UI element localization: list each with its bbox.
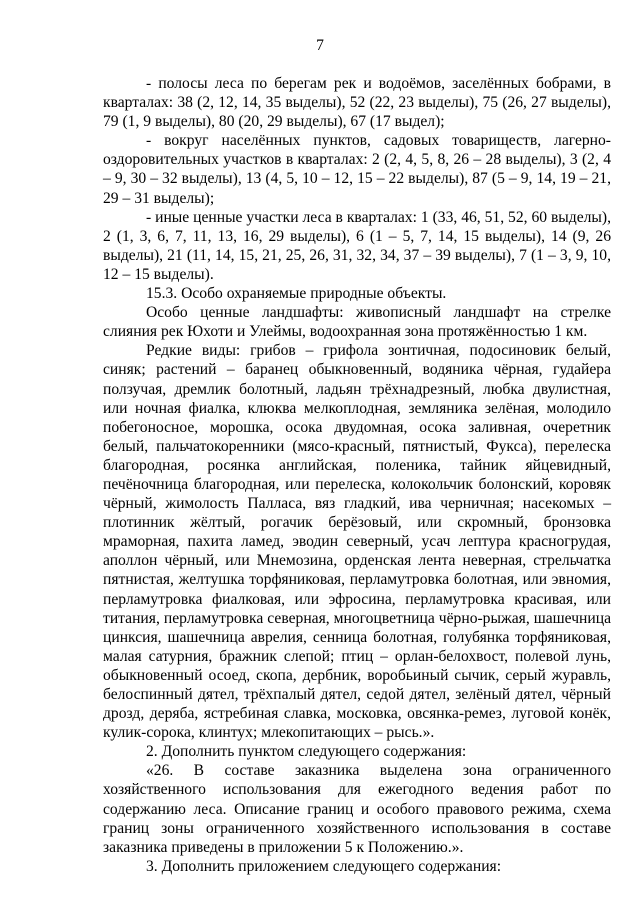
page-number: 7 [316,37,324,54]
paragraph-amendment-2: 2. Дополнить пунктом следующего содержания: [146,743,467,761]
paragraph-other-valuable-forest: - иные ценные участки леса в кварталах: 1 (33, 46, 51, 52, 60 выделы), 2 (1, 3, 6, 7, 11, 13, 16, 29 выделы), 6 (1 – 5, 7, 14, 15 выделы), 14 (9, 26 выделы), 21 (11, 14, 15, 21, 25, 26, 31, 32, 34, 37 – 39 выделы), 7 (1 – 3, 9, 10, 12 – 15 выделы). [103,208,611,283]
paragraph-valuable-landscapes: Особо ценные ландшафты: живописный ландшафт на стрелке слияния рек Юхоти и Улеймы, водоохранная зона протяжённостью 1 км. [103,304,611,341]
paragraph-beaver-forest-strips: - полосы леса по берегам рек и водоёмов, заселённых бобрами, в кварталах: 38 (2, 12, 14, 35 выделы), 52 (22, 23 выделы), 75 (26, 27 выделы), 79 (1, 9 выделы), 80 (20, 29 выделы), 67 (17 выдел); [103,75,611,131]
paragraph-amendment-3: 3. Дополнить приложением следующего содержания: [146,857,502,875]
document-body [103,74,611,876]
paragraph-item-26: «26. В составе заказника выделена зона ограниченного хозяйственного использования для ежегодного ведения работ по содержанию леса. Описание границ и особого правового режима, схема границ зоны ограниченного хозяйственного использования в составе заказника приведены в приложении 5 к Положению.». [103,762,611,856]
paragraph-rare-species: Редкие виды: грибов – грифола зонтичная, подосиновик белый, синяк; растений – баранец обыкновенный, водяника чёрная, гудайера ползучая, дремлик болотный, ладьян трёхнадрезный, любка двулистная, или ночная фиалка, клюква мелкоплодная, земляника зелёная, молодило побегоносное, морошка, осока двудомная, осока заливная, очеретник белый, пальчатокоренники (мясо-красный, пятнистый, Фукса), перелеска благородная, росянка английская, поленика, тайник яйцевидный, печёночница благородная, или перелеска, колокольчик болонский, коровяк чёрный, жимолость Палласа, вяз гладкий, ива черничная; насекомых – плотинник жёлтый, рогачик берёзовый, или скромный, бронзовка мраморная, пахита ламед, эводин северный, усач лептура красногрудая, аполлон чёрный, или Мнемозина, орденская лента неверная, стрельчатка пятнистая, желтушка торфяниковая, перламутровка болотная, или эвномия, перламутровка фиалковая, или эфросина, перламутровка красивая, или титания, перламутровка северная, многоцветница чёрно-рыжая, шашечница цинксия, шашечница аврелия, сенница болотная, голубянка торфяниковая, малая сатурния, бражник слепой; птиц – орлан-белохвост, полевой лунь, обыкновенный осоед, скопа, дербник, воробьиный сычик, серый журавль, белоспинный дятел, трёхпалый дятел, седой дятел, зелёный дятел, чёрный дрозд, деряба, ястребиная славка, московка, овсянка-ремез, луговой конёк, кулик-сорока, клинтух; млекопитающих – рысь.». [103,342,611,742]
section-heading-15-3: 15.3. Особо охраняемые природные объекты. [146,285,447,303]
paragraph-settlements-zones: - вокруг населённых пунктов, садовых товариществ, лагерно-оздоровительных участков в кварталах: 2 (2, 4, 5, 8, 26 – 28 выделы), 3 (2, 4 – 9, 30 – 32 выделы), 13 (4, 5, 10 – 12, 15 – 22 выделы), 87 (5 – 9, 14, 19 – 21, 29 – 31 выделы); [103,132,611,207]
